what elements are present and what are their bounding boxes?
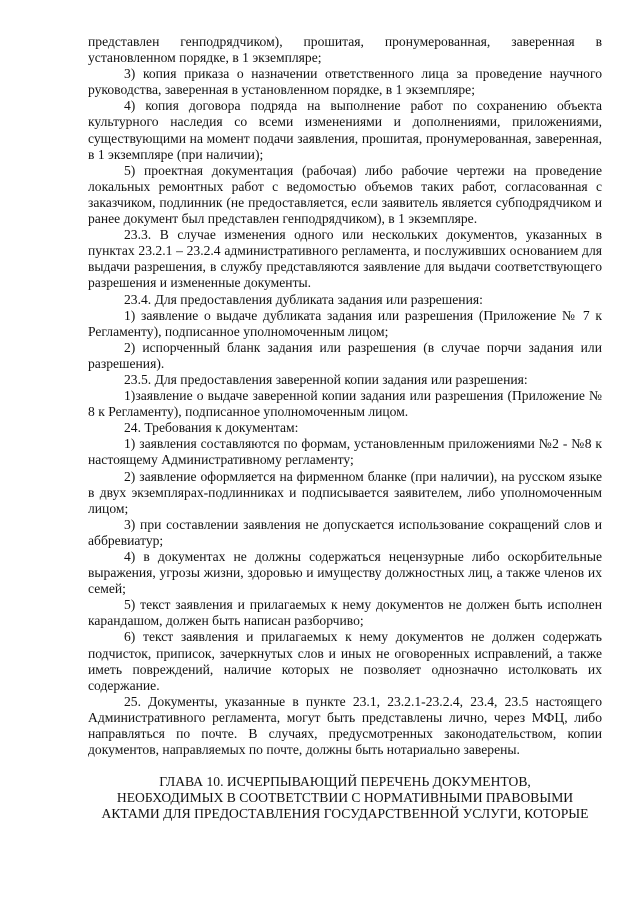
paragraph-24: 24. Требования к документам:	[124, 420, 299, 436]
paragraph-24-item-3: 3) при составлении заявления не допускается использование сокращений слов и аббревиатур;	[88, 516, 602, 548]
paragraph-continuation: представлен генподрядчиком), прошитая, пронумерованная, заверенная в установленном порядке, в 1 экземпляре;	[88, 34, 602, 66]
paragraph-24-item-2: 2) заявление оформляется на фирменном бланке (при наличии), на русском языке в двух экземплярах-подлинниках и подписывается заявителем, либо уполномоченным лицом;	[88, 468, 602, 516]
paragraph-23-4-item-1: 1) заявление о выдаче дубликата задания или разрешения (Приложение № 7 к Регламенту), подписанное уполномоченным лицом;	[88, 307, 602, 339]
chapter-heading-line: АКТАМИ ДЛЯ ПРЕДОСТАВЛЕНИЯ ГОСУДАРСТВЕННОЙ УСЛУГИ, КОТОРЫЕ	[101, 806, 589, 822]
paragraph-23-5: 23.5. Для предоставления заверенной копии задания или разрешения:	[124, 371, 528, 387]
paragraph-23-4-item-2: 2) испорченный бланк задания или разрешения (в случае порчи задания или разрешения).	[88, 339, 602, 371]
chapter-heading-line: ГЛАВА 10. ИСЧЕРПЫВАЮЩИЙ ПЕРЕЧЕНЬ ДОКУМЕНТОВ,	[159, 774, 531, 790]
paragraph-23-3: 23.3. В случае изменения одного или нескольких документов, указанных в пунктах 23.2.1 – 23.2.4 административного регламента, и послуживших основанием для выдачи разрешения, в службу представляются заявление для выдачи соответствующего разрешения и измененные документы.	[88, 227, 602, 291]
paragraph-item-5: 5) проектная документация (рабочая) либо рабочие чертежи на проведение локальных ремонтных работ с ведомостью объемов таких работ, согласованная с заказчиком, подлинник (не предоставляется, если заявитель является субподрядчиком и ранее документ был представлен генподрядчиком), в 1 экземпляре.	[88, 162, 602, 227]
chapter-heading	[88, 774, 602, 822]
paragraph-item-4: 4) копия договора подряда на выполнение работ по сохранению объекта культурного наследия со всеми изменениями и дополнениями, приложениями, существующими на момент подачи заявления, прошитая, пронумерованная, заверенная, в 1 экземпляре (при наличии);	[88, 98, 602, 162]
paragraph-23-5-item-1: 1)заявление о выдаче заверенной копии задания или разрешения (Приложение № 8 к Регламенту), подписанное уполномоченным лицом.	[88, 388, 602, 420]
paragraph-24-item-5: 5) текст заявления и прилагаемых к нему документов не должен быть исполнен карандашом, должен быть написан разборчиво;	[88, 597, 602, 629]
paragraph-24-item-1: 1) заявления составляются по формам, установленным приложениями №2 - №8 к настоящему Административному регламенту;	[88, 436, 602, 468]
paragraph-item-3: 3) копия приказа о назначении ответственного лица за проведение научного руководства, заверенная в установленном порядке, в 1 экземпляре;	[88, 66, 602, 98]
chapter-heading-line: НЕОБХОДИМЫХ В СООТВЕТСТВИИ С НОРМАТИВНЫМИ ПРАВОВЫМИ	[116, 790, 574, 806]
document-page	[88, 34, 602, 823]
paragraph-24-item-4: 4) в документах не должны содержаться нецензурные либо оскорбительные выражения, угрозы жизни, здоровью и имуществу должностных лиц, а также членов их семей;	[88, 549, 602, 597]
paragraph-24-item-6: 6) текст заявления и прилагаемых к нему документов не должен содержать подчисток, приписок, зачеркнутых слов и иных не оговоренных исправлений, а также иметь повреждений, наличие которых не позволяет однозначно истолковать их содержание.	[88, 629, 602, 693]
paragraph-25: 25. Документы, указанные в пункте 23.1, 23.2.1-23.2.4, 23.4, 23.5 настоящего Административного регламента, могут быть представлены лично, через МФЦ, либо направляться по почте. В случаях, предусмотренных законодательством, копии документов, направляемых по почте, должны быть нотариально заверены.	[88, 693, 602, 758]
paragraph-23-4: 23.4. Для предоставления дубликата задания или разрешения:	[124, 291, 483, 307]
